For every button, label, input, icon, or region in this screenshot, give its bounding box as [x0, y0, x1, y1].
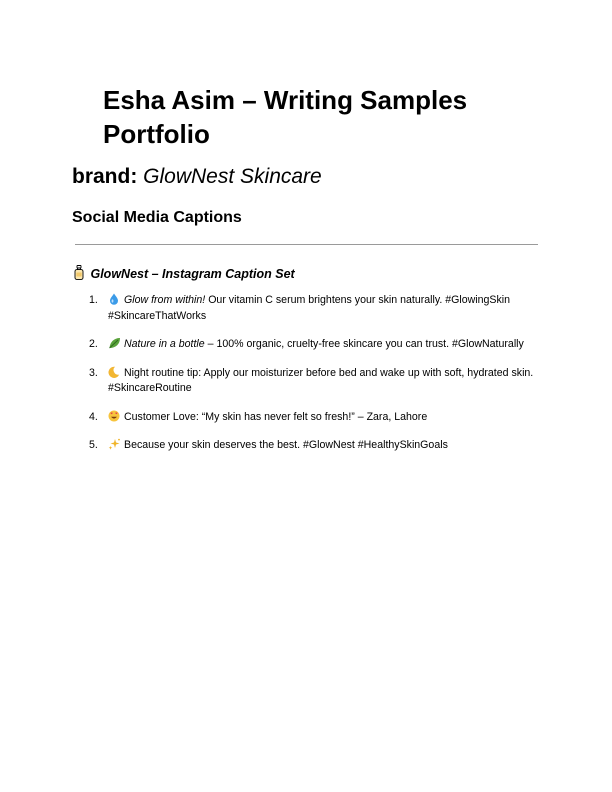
caption-emphasis: Glow from within!	[124, 294, 206, 306]
sparkle-icon	[108, 438, 122, 450]
caption-text: Night routine tip: Apply our moisturizer before bed and wake up with soft, hydrated skin. #SkincareRoutine	[108, 366, 534, 394]
list-item	[89, 438, 539, 454]
list-item	[89, 293, 539, 324]
list-number: 5.	[89, 439, 98, 451]
horizontal-rule	[75, 244, 538, 245]
brand-line	[72, 164, 322, 190]
droplet-icon	[108, 293, 122, 305]
caption-text: Because your skin deserves the best. #GlowNest #HealthySkinGoals	[124, 439, 448, 451]
brand-name: GlowNest Skincare	[143, 165, 322, 188]
caption-text: Our vitamin C serum brightens your skin naturally. #GlowingSkin #SkincareThatWorks	[108, 294, 511, 322]
caption-set-title	[73, 265, 295, 284]
page-title: Esha Asim – Writing Samples Portfolio	[103, 85, 468, 149]
lotion-bottle-icon	[73, 265, 87, 284]
caption-set-title-text: GlowNest – Instagram Caption Set	[90, 267, 295, 281]
list-number: 3.	[89, 366, 98, 379]
leaf-icon	[108, 337, 122, 349]
list-number: 2.	[89, 338, 98, 350]
caption-text: Customer Love: “My skin has never felt so fresh!” – Zara, Lahore	[124, 410, 428, 423]
list-item	[89, 337, 539, 353]
list-item	[89, 366, 539, 397]
caption-list	[89, 293, 539, 467]
caption-text: – 100% organic, cruelty-free skincare you can trust. #GlowNaturally	[204, 338, 524, 350]
list-number: 1.	[89, 294, 98, 306]
list-number: 4.	[89, 410, 98, 423]
list-item	[89, 410, 539, 426]
brand-label: brand:	[72, 165, 138, 188]
crescent-moon-icon	[108, 366, 122, 378]
caption-emphasis: Nature in a bottle	[124, 338, 205, 350]
heart-eyes-face-icon	[108, 410, 122, 422]
section-heading: Social Media Captions	[72, 209, 242, 226]
